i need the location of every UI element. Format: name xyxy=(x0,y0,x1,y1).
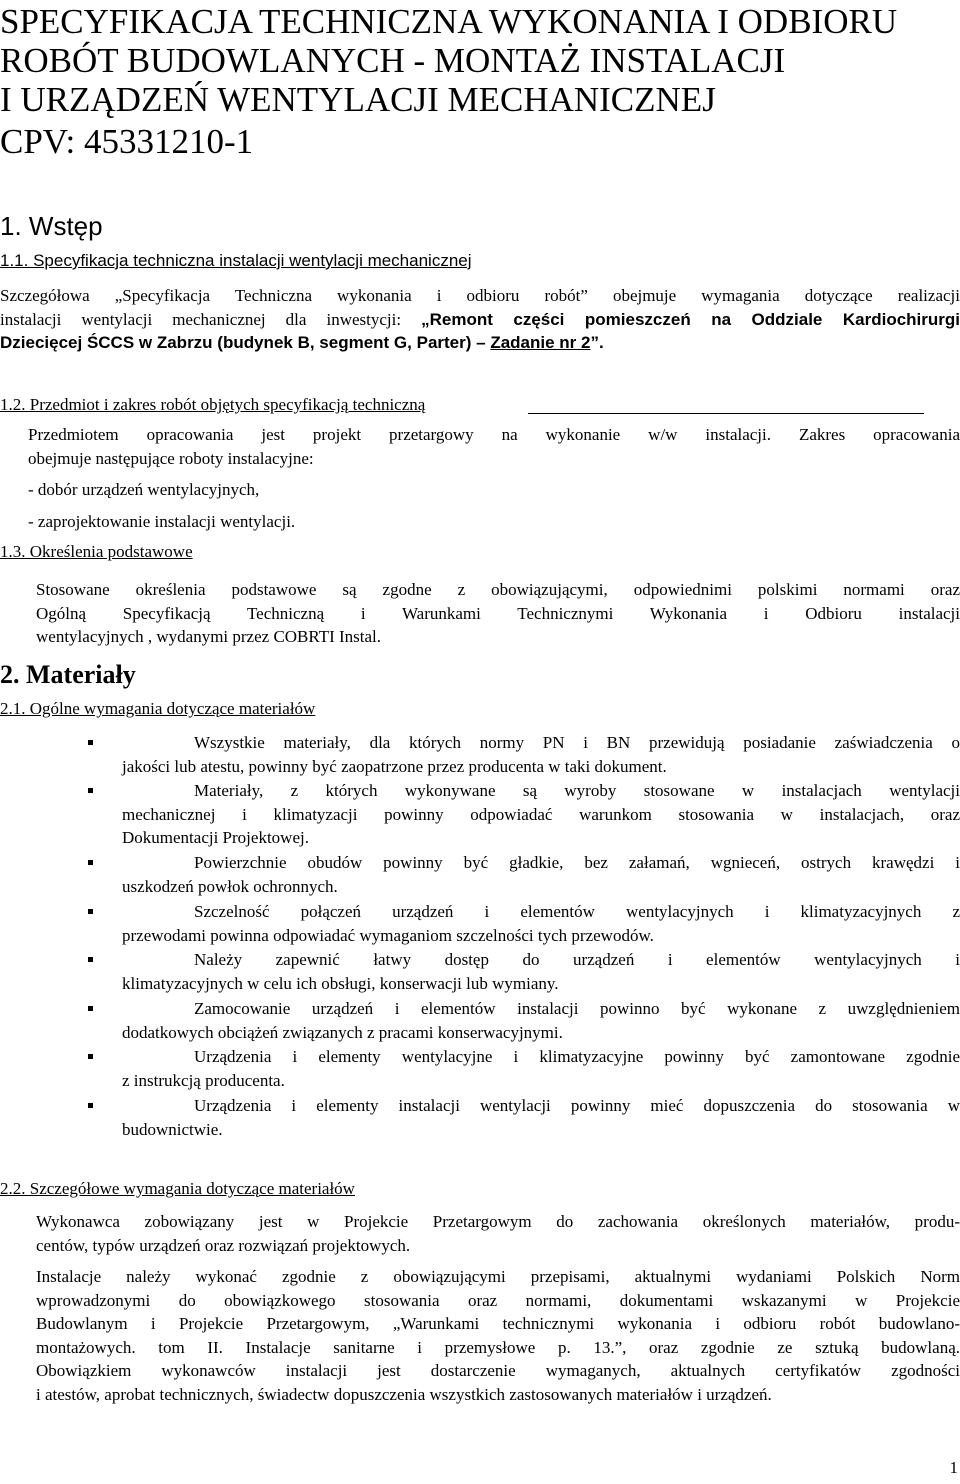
bullet-line: Materiały, z których wykonywane są wyroby stosowane w instalacjach wentylacji xyxy=(194,781,960,800)
paragraph-line: Stosowane określenia podstawowe są zgodne z obowiązującymi, odpowiednimi polskimi normami oraz xyxy=(36,580,960,599)
bullet-line: Szczelność połączeń urządzeń i elementów wentylacyjnych i klimatyzacyjnych z xyxy=(194,902,960,921)
section-2-2-paragraph-1 xyxy=(36,1210,960,1257)
paragraph-line: Instalacje należy wykonać zgodnie z obowiązującymi przepisami, aktualnymi wydaniami Polskich Norm xyxy=(36,1267,960,1286)
heading-underline xyxy=(528,413,924,414)
paragraph-line: Szczegółowa „Specyfikacja Techniczna wykonania i odbioru robót” obejmuje wymagania dotyczące realizacji xyxy=(0,286,960,305)
task-number: Zadanie nr 2 xyxy=(490,333,591,352)
section-1-heading: 1. Wstęp xyxy=(0,211,103,241)
bullet-line: Należy zapewnić łatwy dostęp do urządzeń i elementów wentylacyjnych i xyxy=(194,950,960,969)
bullet-item xyxy=(122,1094,960,1141)
bullet-item xyxy=(122,997,960,1044)
bullet-square-icon xyxy=(88,909,93,914)
bullet-line: Urządzenia i elementy wentylacyjne i klimatyzacyjne powinny być zamontowane zgodnie xyxy=(194,1047,960,1066)
scope-item-2: - zaprojektowanie instalacji wentylacji. xyxy=(28,512,296,531)
bullet-item xyxy=(122,948,960,995)
bullet-line: dodatkowych obciążeń związanych z pracami konserwacyjnymi. xyxy=(122,1022,563,1042)
section-2-heading: 2. Materiały xyxy=(0,660,136,689)
paragraph-line: Ogólną Specyfikacją Techniczną i Warunkami Technicznymi Wykonania i Odbioru instalacji xyxy=(36,603,960,623)
doc-title-line-1: SPECYFIKACJA TECHNICZNA WYKONANIA I ODBIORU xyxy=(0,2,898,41)
bullet-item xyxy=(122,731,960,778)
bullet-item xyxy=(122,851,960,898)
paragraph-line xyxy=(0,331,960,355)
paragraph-line: obejmuje następujące roboty instalacyjne: xyxy=(28,448,314,468)
investment-name-bold: ”. xyxy=(590,333,604,352)
paragraph-line xyxy=(0,308,960,332)
bullet-square-icon xyxy=(88,1006,93,1011)
doc-cpv-code: CPV: 45331210-1 xyxy=(0,122,254,161)
bullet-line: Zamocowanie urządzeń i elementów instalacji powinno być wykonane z uwzględnieniem xyxy=(194,999,960,1018)
bullet-square-icon xyxy=(88,860,93,865)
bullet-square-icon xyxy=(88,957,93,962)
section-1-2-paragraph xyxy=(28,423,960,470)
bullet-line: przewodami powinna odpowiadać wymaganiom szczelności tych przewodów. xyxy=(122,925,654,945)
section-1-2-heading: 1.2. Przedmiot i zakres robót objętych specyfikacją techniczną xyxy=(0,395,426,414)
paragraph-line: wentylacyjnych , wydanymi przez COBRTI Instal. xyxy=(36,627,382,646)
doc-title-line-2: ROBÓT BUDOWLANYCH - MONTAŻ INSTALACJI xyxy=(0,41,786,80)
investment-name-bold: Dziecięcej ŚCCS w Zabrzu (budynek B, segment G, Parter) – xyxy=(0,333,491,352)
section-1-1-paragraph xyxy=(0,284,960,355)
paragraph-line: wprowadzonymi do obowiązkowego stosowania oraz normami, dokumentami wskazanymi w Projekcie xyxy=(36,1290,960,1310)
section-2-1-heading: 2.1. Ogólne wymagania dotyczące materiałów xyxy=(0,699,316,718)
page-number: 1 xyxy=(949,1458,958,1477)
bullet-line: budownictwie. xyxy=(122,1119,223,1139)
bullet-line: klimatyzacyjnych w celu ich obsługi, konserwacji lub wymiany. xyxy=(122,973,559,993)
paragraph-line: Przedmiotem opracowania jest projekt przetargowy na wykonanie w/w instalacji. Zakres opracowania xyxy=(28,425,960,444)
bullet-line: Dokumentacji Projektowej. xyxy=(122,828,309,847)
bullet-line: uszkodzeń powłok ochronnych. xyxy=(122,876,338,896)
investment-name-bold: „Remont części pomieszczeń na Oddziale Kardiochirurgi xyxy=(421,309,960,329)
bullet-line: z instrukcją producenta. xyxy=(122,1070,285,1090)
bullet-square-icon xyxy=(88,788,93,793)
bullet-line: mechanicznej i klimatyzacji powinny odpowiadać warunkom stosowania w instalacjach, oraz xyxy=(122,804,960,824)
bullet-line: Wszystkie materiały, dla których normy PN i BN przewidują posiadanie zaświadczenia o xyxy=(194,733,960,752)
bullet-line: jakości lub atestu, powinny być zaopatrzone przez producenta w taki dokument. xyxy=(122,756,667,776)
paragraph-line: i atestów, aprobat technicznych, świadectw dopuszczenia wszystkich zastosowanych materiałów i urządzeń. xyxy=(36,1384,772,1404)
bullet-square-icon xyxy=(88,1054,93,1059)
bullet-square-icon xyxy=(88,740,93,745)
section-2-2-paragraph-2 xyxy=(36,1265,960,1406)
doc-title-line-3: I URZĄDZEŃ WENTYLACJI MECHANICZNEJ xyxy=(0,80,716,119)
section-2-2-heading: 2.2. Szczegółowe wymagania dotyczące materiałów xyxy=(0,1179,355,1198)
bullet-line: Powierzchnie obudów powinny być gładkie, bez załamań, wgnieceń, ostrych krawędzi i xyxy=(194,853,960,872)
paragraph-line: montażowych. tom II. Instalacje sanitarne i przemysłowe p. 13.”, oraz zgodnie ze sztuką budowlaną. xyxy=(36,1337,960,1357)
bullet-item xyxy=(122,1045,960,1092)
section-1-3-heading: 1.3. Określenia podstawowe xyxy=(0,542,193,561)
bullet-item xyxy=(122,900,960,947)
section-1-3-paragraph xyxy=(36,578,960,649)
bullet-item xyxy=(122,779,960,850)
section-1-1-heading: 1.1. Specyfikacja techniczna instalacji wentylacji mechanicznej xyxy=(0,251,472,270)
scope-item-1: - dobór urządzeń wentylacyjnych, xyxy=(28,480,260,499)
text-span: instalacji wentylacji mechanicznej dla inwestycji: xyxy=(0,309,422,329)
bullet-square-icon xyxy=(88,1103,93,1108)
paragraph-line: Budowlanym i Projekcie Przetargowym, „Warunkami technicznymi wykonania i odbioru robót budowlano- xyxy=(36,1314,960,1333)
paragraph-line: Obowiązkiem wykonawców instalacji jest dostarczenie wymaganych, aktualnych certyfikatów zgodności xyxy=(36,1361,960,1380)
paragraph-line: centów, typów urządzeń oraz rozwiązań projektowych. xyxy=(36,1235,411,1255)
bullet-line: Urządzenia i elementy instalacji wentylacji powinny mieć dopuszczenia do stosowania w xyxy=(194,1096,960,1115)
paragraph-line: Wykonawca zobowiązany jest w Projekcie Przetargowym do zachowania określonych materiałów, produ- xyxy=(36,1212,960,1231)
